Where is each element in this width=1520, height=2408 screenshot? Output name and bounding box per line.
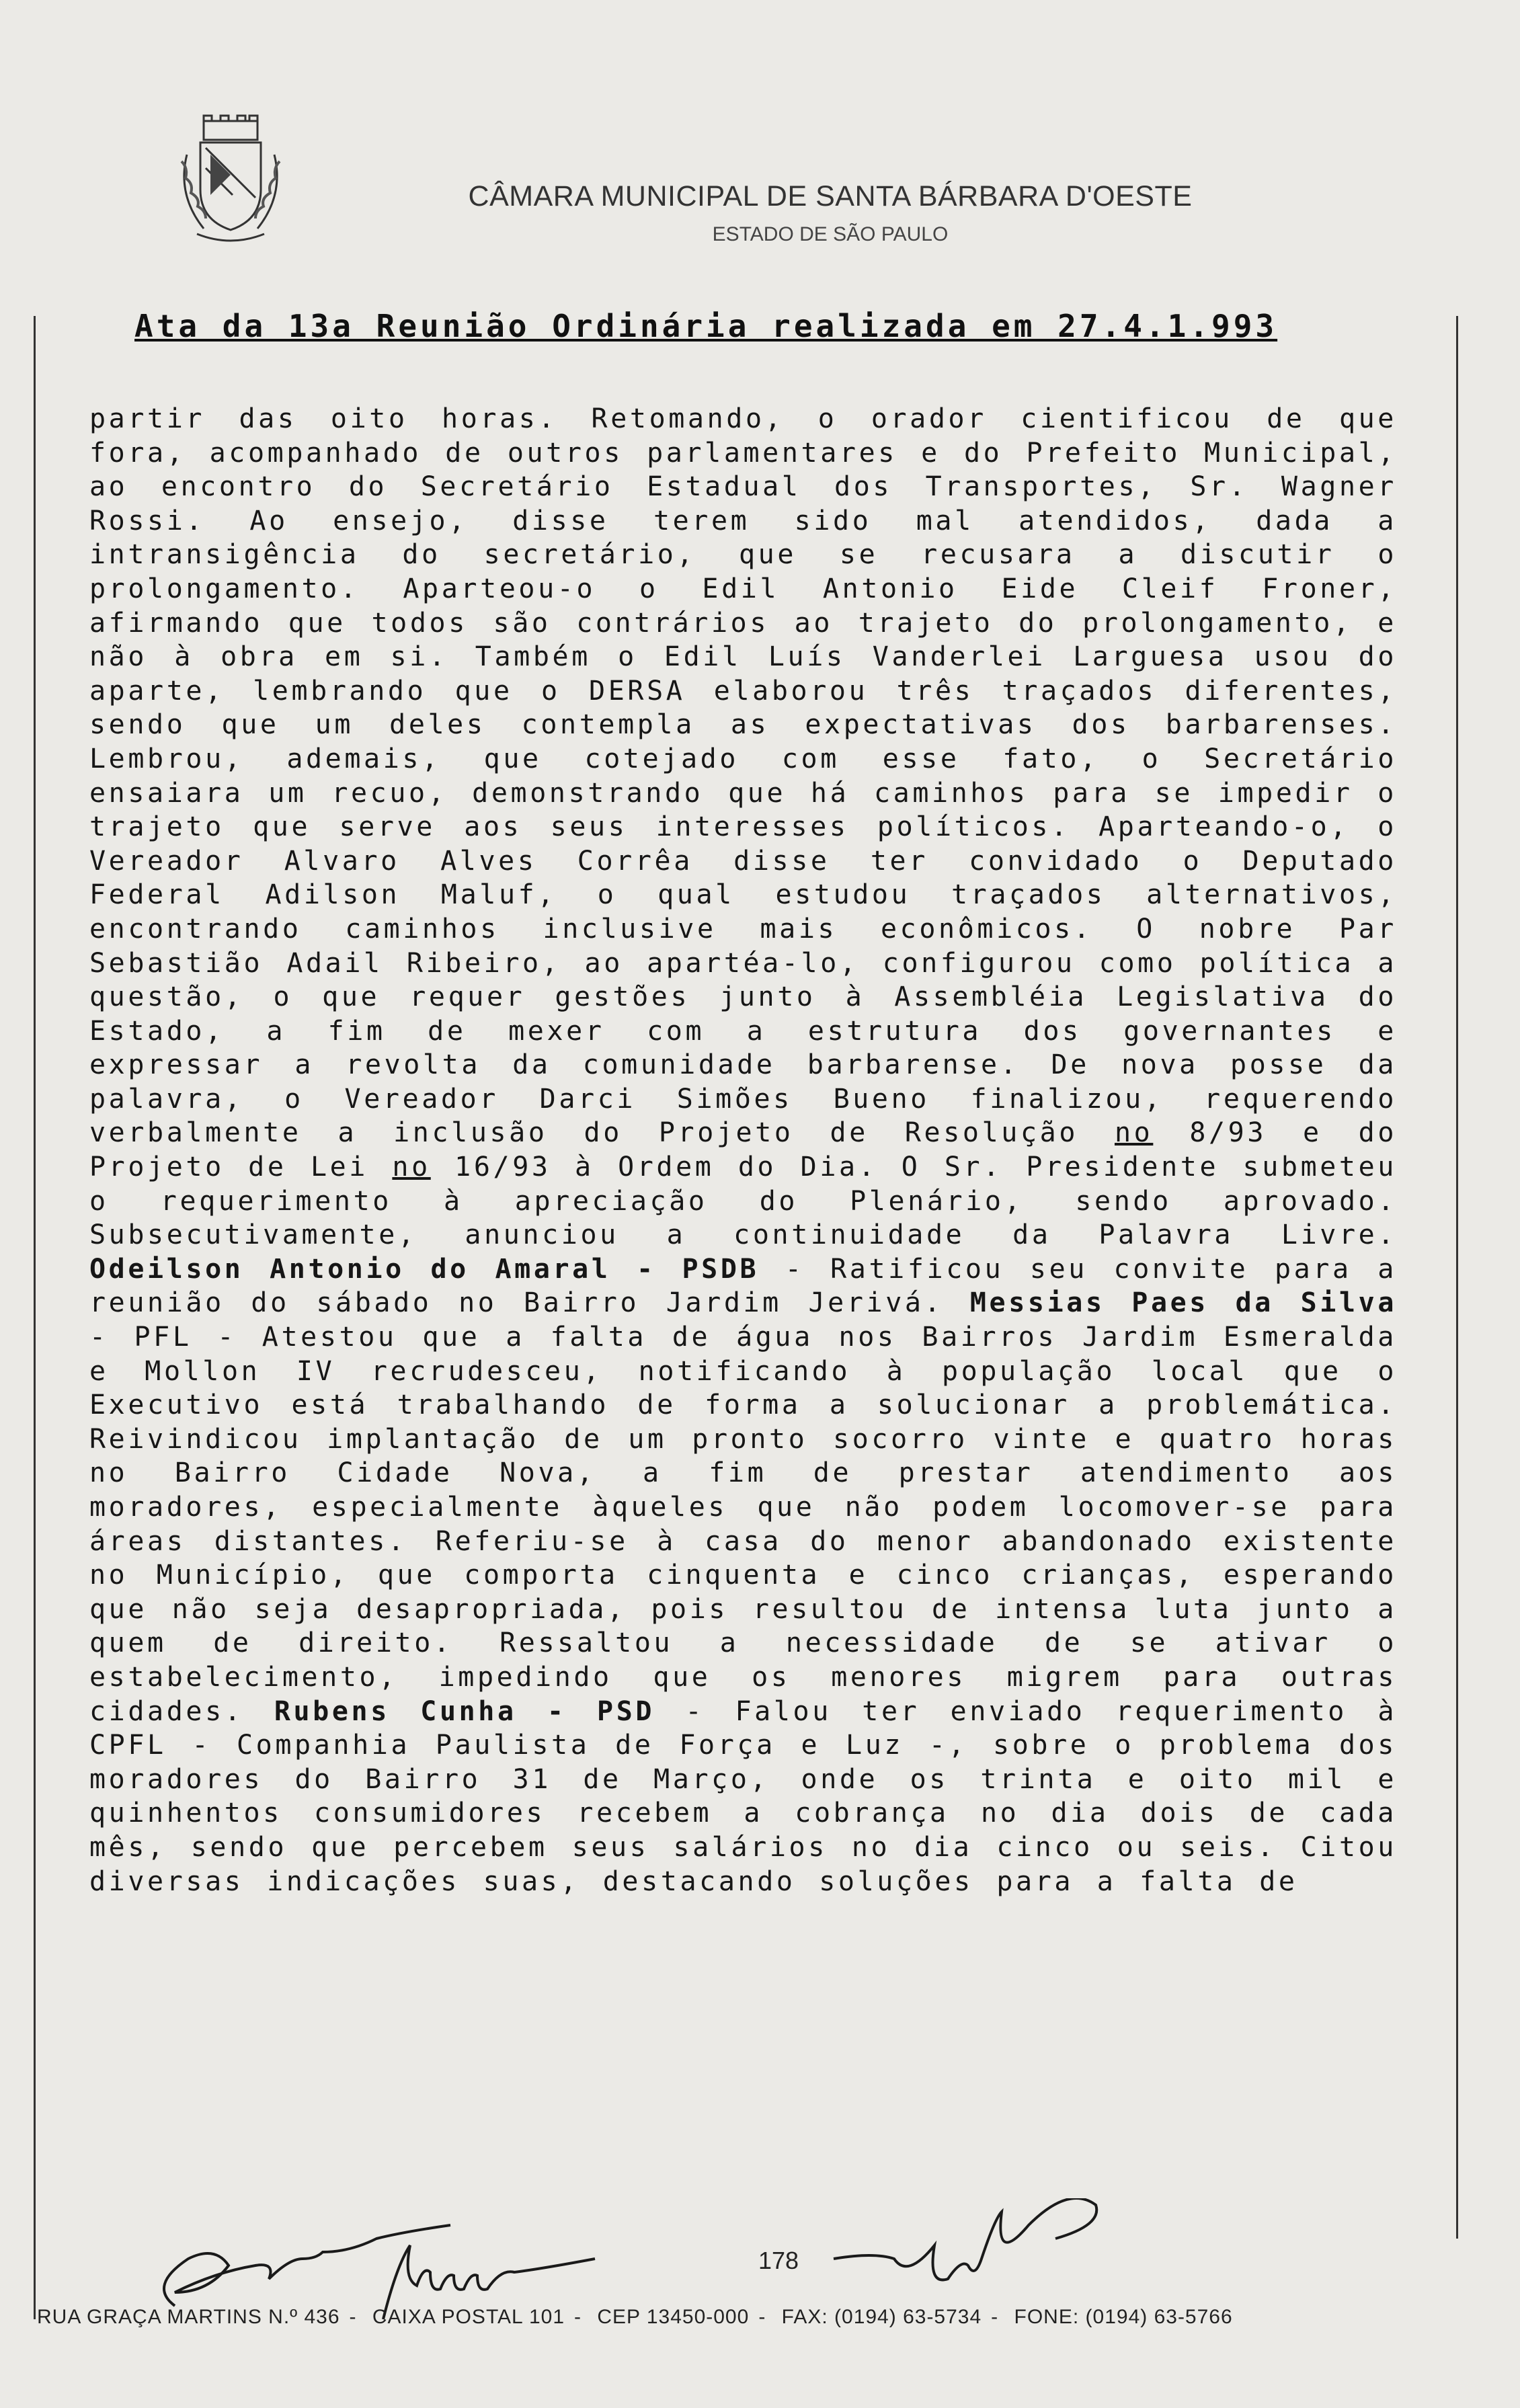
footer-address: RUA GRAÇA MARTINS N.º 436 xyxy=(37,2306,340,2328)
footer-fax: FAX: (0194) 63-5734 xyxy=(781,2306,982,2328)
left-margin-line xyxy=(34,316,36,2319)
footer-phone: FONE: (0194) 63-5766 xyxy=(1014,2306,1233,2328)
state-name: ESTADO DE SÃO PAULO xyxy=(712,223,949,245)
speaker-name: Messias Paes da Silva xyxy=(969,1287,1398,1319)
minutes-body-text: partir das oito horas. Retomando, o orador cientificou de que fora, acompanhado de outros parlamentares e do Prefeito Municipal, ao encontro do Secretário Estadual dos Transportes, Sr. Wagner Rossi. Ao ensejo, disse terem sido mal atendidos, dada a intransigência do secretário, que se recusara a discutir o prolongamento. Aparteou-o o Edil Antonio Eide Cleif Froner, afirmando que todos são contrários ao trajeto do prolongamento, e não à obra em si. Também o Edil Luís Vanderlei Larguesa usou do aparte, lembrando que o DERSA elaborou três traçados diferentes, sendo que um deles contempla as expectativas dos barbarenses. Lembrou, ademais, que cotejado com esse fato, o Secretário ensaiara um recuo, demonstrando que há caminhos para se impedir o trajeto que serve aos seus interesses políticos. Aparteando-o, o Vereador Alvaro Alves Corrêa disse ter convidado o Deputado Federal Adilson Maluf, o qual estudou traçados alternativos, encontrando caminhos inclusive mais econômicos. O nobre Par Sebastião Adail Ribeiro, ao apartéa-lo, configurou como política a questão, o que requer gestões junto à Assembléia Legislativa do Estado, a fim de mexer com a estrutura dos governantes e expressar a revolta da comunidade barbarense. De nova posse da palavra, o Vereador Darci Simões Bueno finalizou, requerendo verbalmente a inclusão do Projeto de Resolução no 8/93 e do Projeto de Lei no 16/93 à Ordem do Dia. O Sr. Presidente submeteu o requerimento à apreciação do Plenário, sendo aprovado. Subsecutivamente, anunciou a continuidade da Palavra Livre. Odeilson Antonio do Amaral - PSDB - Ratificou seu convite para a reunião do sábado no Bairro Jardim Jerivá. Messias Paes da Silva - PFL - Atestou que a falta de água nos Bairros Jardim Esmeralda e Mollon IV recrudesceu, notificando à população local que o Executivo está trabalhando de forma a solucionar a problemática. Reivindicou implantação de um pronto socorro vinte e quatro horas no Bairro Cidade Nova, a fim de prestar atendimento aos moradores, especialmente àqueles que não podem locomover-se para áreas distantes. Referiu-se à casa do menor abandonado existente no Município, que comporta cinquenta e cinco crianças, esperando que não seja desapropriada, pois resultou de intensa luta junto a quem de direito. Ressaltou a necessidade de se ativar o estabelecimento, impedindo que os menores migrem para outras cidades. Rubens Cunha - PSD - Falou ter enviado requerimento à CPFL - Companhia Paulista de Força e Luz -, sobre o problema dos moradores do Bairro 31 de Março, onde os trinta e oito mil e quinhentos consumidores recebem a cobrança no dia dois de cada mês, sendo que percebem seus salários no dia cinco ou seis. Citou diversas indicações suas, destacando soluções para a falta de xyxy=(89,403,1398,1897)
footer-po-box: CAIXA POSTAL 101 xyxy=(372,2306,565,2328)
minutes-title: Ata da 13a Reunião Ordinária realizada em 27.4.1.993 xyxy=(134,308,1278,344)
speaker-name: Rubens Cunha - PSD xyxy=(274,1695,655,1727)
footer-cep: CEP 13450-000 xyxy=(597,2306,750,2328)
municipal-coat-of-arms-icon xyxy=(173,114,288,249)
right-margin-line xyxy=(1456,316,1458,2239)
speaker-name: Odeilson Antonio do Amaral - PSDB xyxy=(89,1253,760,1285)
signature-3 xyxy=(827,2198,1109,2306)
footer-contact: RUA GRAÇA MARTINS N.º 436 - CAIXA POSTAL 101 - CEP 13450-000 - FAX: (0194) 63-5734 - FONE: (0194) 63-5766 xyxy=(37,2306,1233,2328)
institution-name: CÂMARA MUNICIPAL DE SANTA BÁRBARA D'OESTE xyxy=(468,180,1193,212)
page-number: 178 xyxy=(758,2247,799,2274)
